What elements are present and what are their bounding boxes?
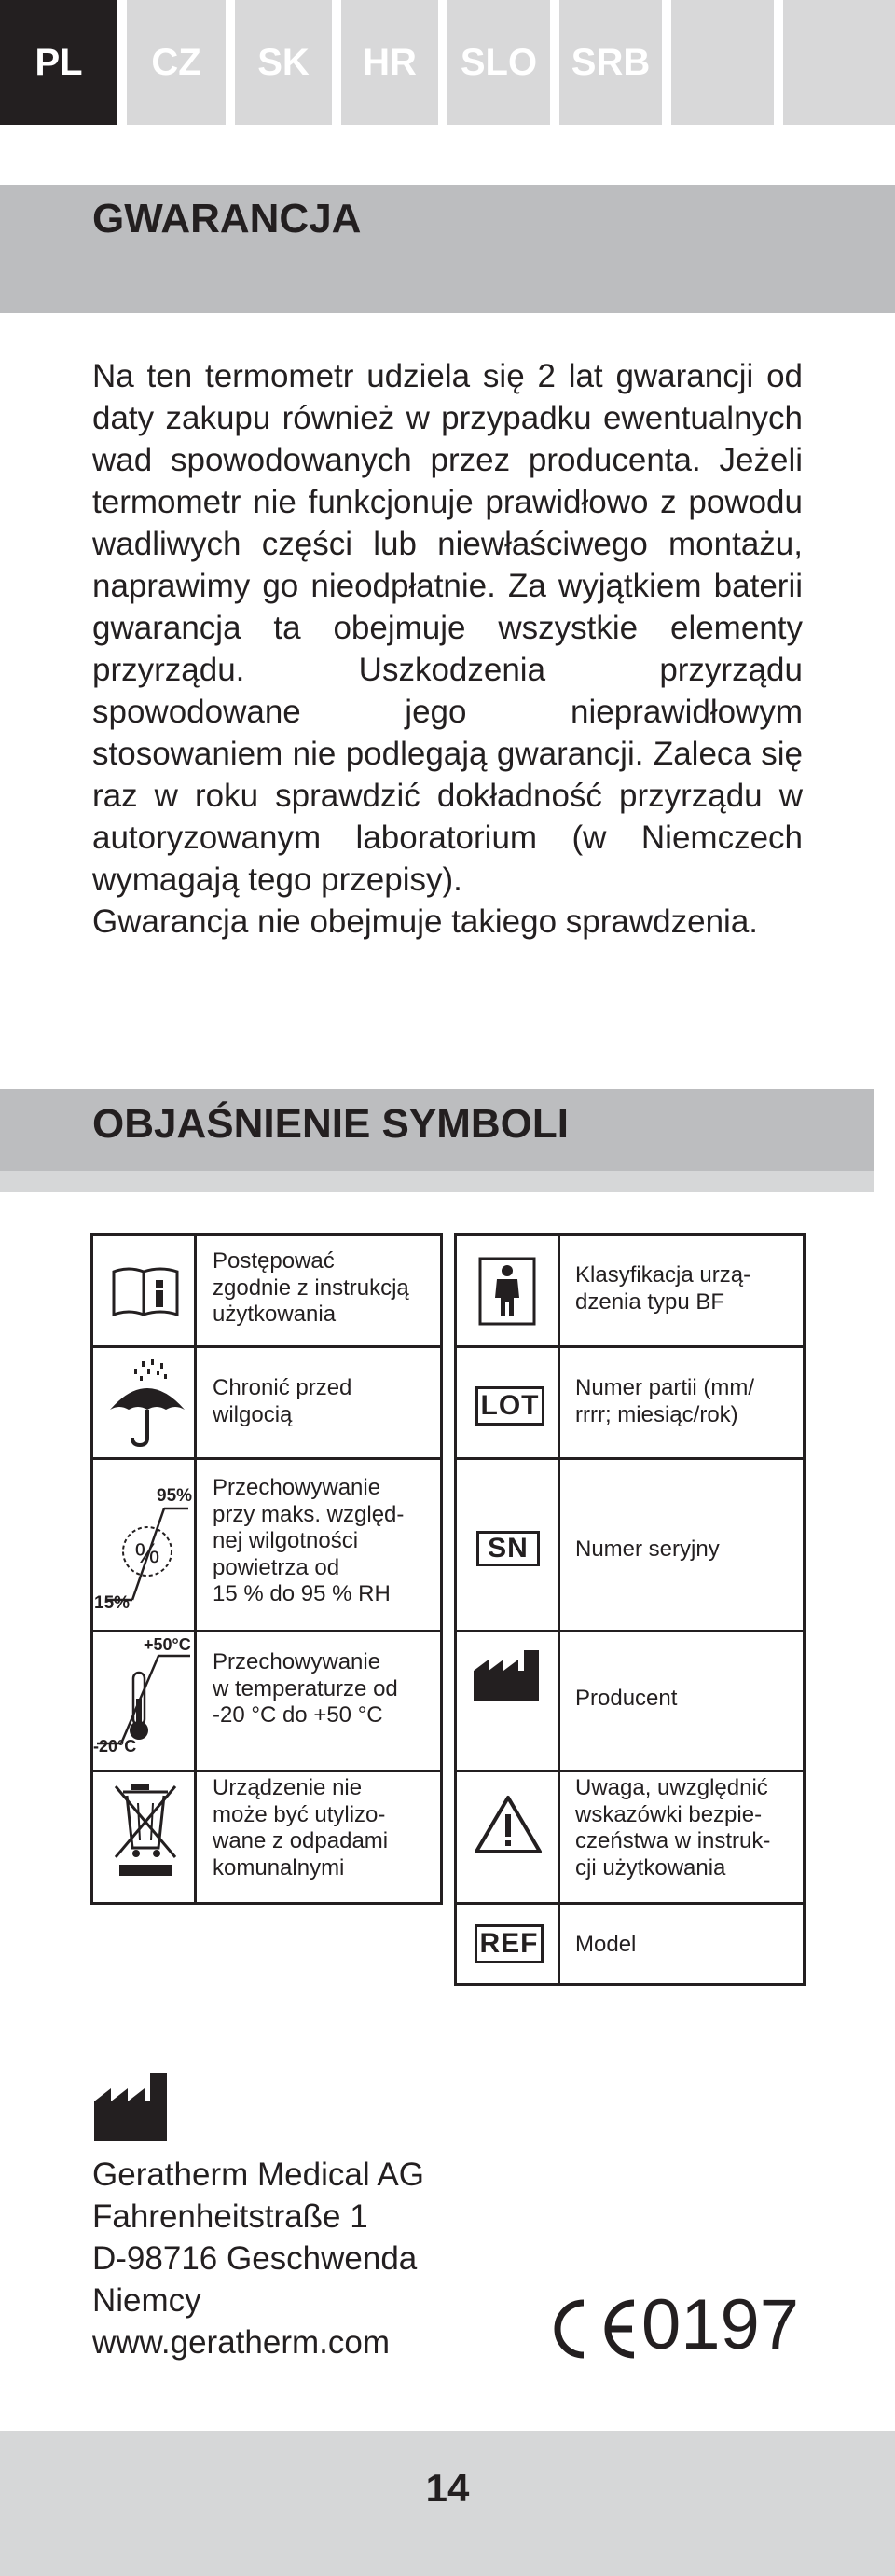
factory-icon xyxy=(92,2072,169,2142)
crossed-bin-icon xyxy=(110,1779,181,1881)
tab-label: SLO xyxy=(460,41,538,83)
symbol-description: Model xyxy=(575,1932,637,1957)
umbrella-icon xyxy=(106,1357,188,1449)
symbol-description: Przechowywanie w temperaturze od -20 °C do +50 °C xyxy=(213,1649,398,1728)
manual-icon xyxy=(110,1264,181,1318)
symbol-description: Numer seryjny xyxy=(575,1536,720,1562)
ref-icon: REF xyxy=(475,1924,544,1963)
manufacturer-name: Geratherm Medical AG xyxy=(92,2156,424,2193)
symbol-description: Producent xyxy=(575,1686,678,1711)
tab-srb[interactable] xyxy=(559,0,662,125)
manufacturer-website: www.geratherm.com xyxy=(92,2324,390,2361)
tab-label: HR xyxy=(363,41,417,83)
symbol-description: Chronić przed wilgocią xyxy=(213,1375,352,1427)
humidity-max-label: 95% xyxy=(157,1486,193,1506)
sn-icon: SN xyxy=(476,1531,540,1566)
factory-icon xyxy=(472,1648,544,1702)
tab-pl[interactable] xyxy=(0,0,117,125)
symbol-description: Numer partii (mm/ rrrr; miesiąc/rok) xyxy=(575,1375,755,1427)
warranty-title: GWARANCJA xyxy=(92,196,362,241)
humidity-min-label: 15% xyxy=(94,1593,131,1613)
symbol-description: Postępować zgodnie z instrukcją użytkowania xyxy=(213,1248,409,1327)
tab-label: PL xyxy=(34,41,83,83)
manufacturer-street: Fahrenheitstraße 1 xyxy=(92,2198,368,2235)
warning-icon xyxy=(474,1794,543,1855)
tab-blank xyxy=(783,0,895,125)
ce-notified-body-number: 0197 xyxy=(641,2285,800,2364)
warranty-last-line: Gwarancja nie obejmuje takiego sprawdzenia. xyxy=(92,903,759,940)
symbol-description: Przechowywanie przy maks. względ- nej wilgotności powietrza od 15 % do 95 % RH xyxy=(213,1475,405,1606)
page-number: 14 xyxy=(425,2466,470,2510)
manufacturer-country: Niemcy xyxy=(92,2282,201,2319)
ce-mark-icon xyxy=(544,2295,641,2362)
svg-text:%: % xyxy=(134,1538,160,1569)
warranty-text xyxy=(92,355,803,943)
tab-label: SK xyxy=(257,41,310,83)
symbol-description: Uwaga, uwzględnić wskazówki bezpie- czeństwa w instruk- cji użytkowania xyxy=(575,1775,771,1880)
tab-cz[interactable] xyxy=(127,0,226,125)
tab-slo[interactable] xyxy=(448,0,550,125)
symbol-description: Urządzenie nie może być utylizo- wane z odpadami komunalnymi xyxy=(213,1775,389,1880)
manufacturer-address xyxy=(92,2154,424,2363)
tab-hr[interactable] xyxy=(341,0,438,125)
temperature-min-label: -20°C xyxy=(93,1737,137,1756)
tab-sk[interactable] xyxy=(235,0,332,125)
bf-person-icon xyxy=(478,1257,536,1326)
lot-icon: LOT xyxy=(475,1386,544,1426)
temperature-max-label: +50°C xyxy=(144,1635,191,1654)
symbols-title: OBJAŚNIENIE SYMBOLI xyxy=(92,1101,569,1147)
tab-blank xyxy=(671,0,774,125)
tab-label: CZ xyxy=(151,41,201,83)
tab-label: SRB xyxy=(571,41,651,83)
symbol-description: Klasyfikacja urzą- dzenia typu BF xyxy=(575,1262,751,1315)
manufacturer-city: D-98716 Geschwenda xyxy=(92,2240,418,2277)
warranty-paragraph: Na ten termometr udziela się 2 lat gwarancji od daty zakupu również w przypadku ewentualnych wad spowodowanych przez producenta. Jeżeli termometr nie funkcjonuje prawidłowo z powodu wadliwych części lub niewłaściwego montażu, naprawimy go nieodpłatnie. Za wyjątkiem baterii gwarancja ta obejmuje wszystkie elementy przyrządu. Uszkodzenia przyrządu spowodowane jego nieprawidłowym stosowaniem nie podlegają gwarancji. Zaleca się raz w roku sprawdzić dokładność przyrządu w autoryzowanym laboratorium (w Niemczech wymagają tego przepisy). xyxy=(92,358,803,898)
section-header-band-shadow xyxy=(0,1171,874,1192)
